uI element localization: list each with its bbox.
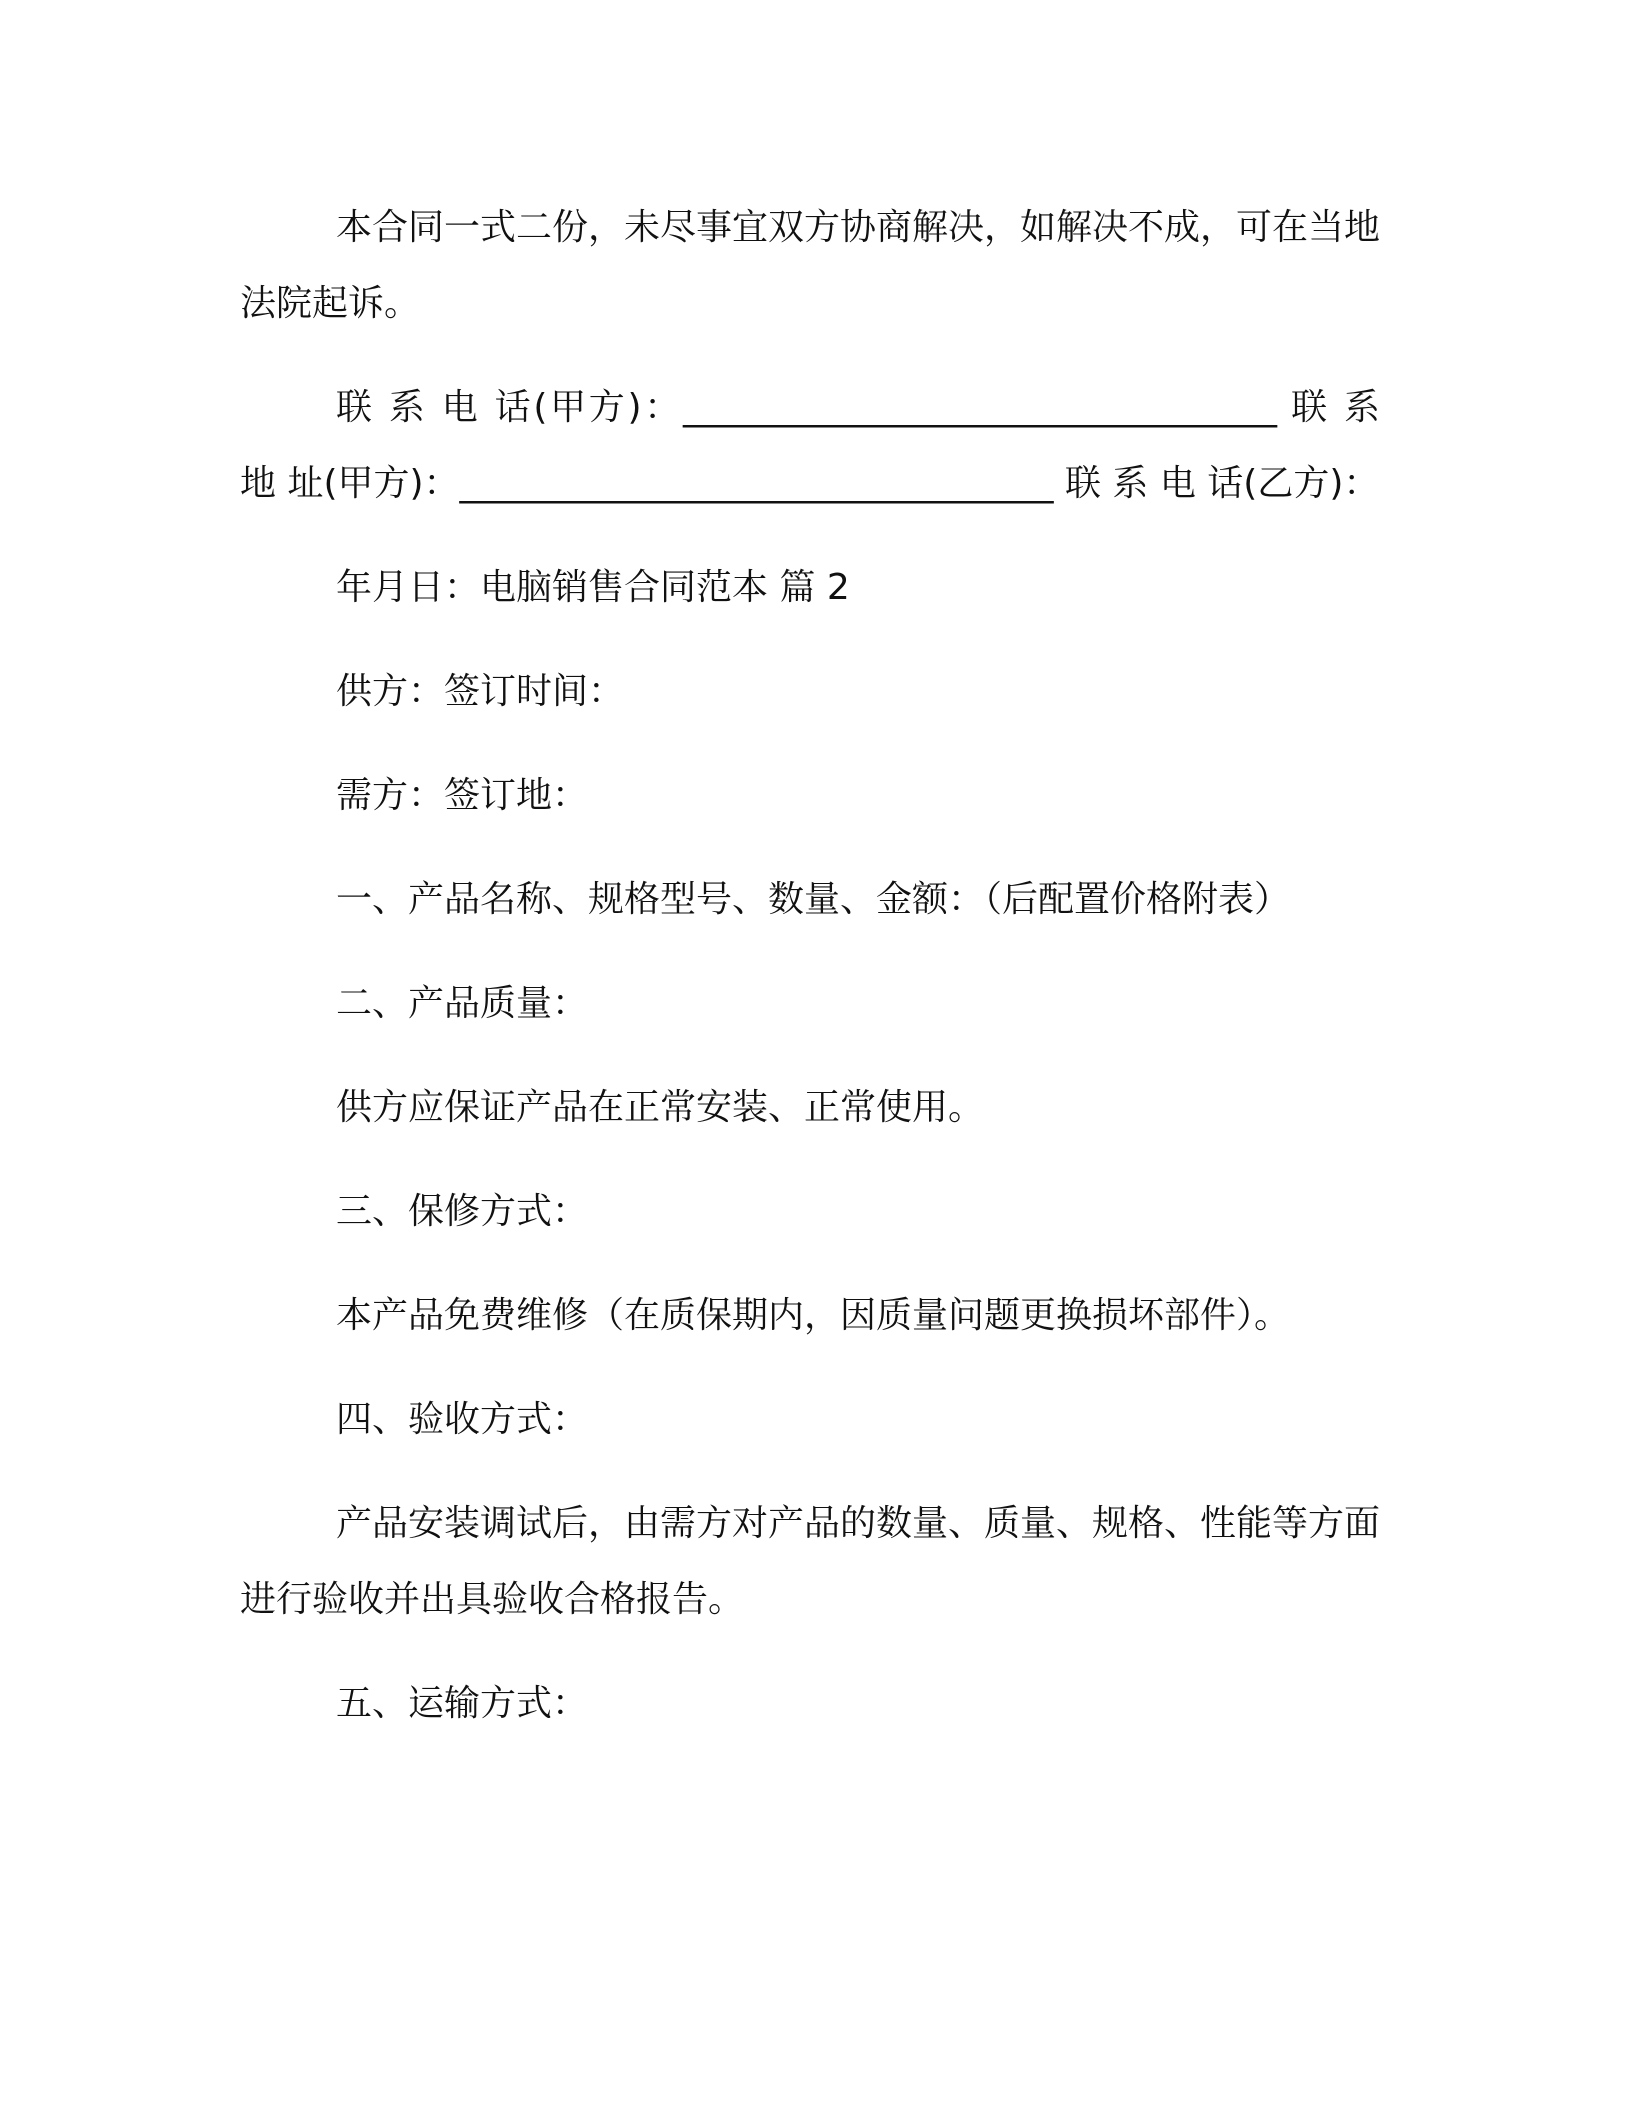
heading-product-quality: 二、产品质量： bbox=[336, 983, 589, 1024]
paragraph-buyer: 需方：签订地： bbox=[336, 775, 589, 816]
document-body bbox=[240, 190, 1380, 1770]
paragraph-acceptance-details: 产品安装调试后，由需方对产品的数量、质量、规格、性能等方面进行验收并出具验收合格报告。 bbox=[240, 1503, 1381, 1620]
heading-acceptance: 四、验收方式： bbox=[336, 1399, 589, 1440]
paragraph-supplier: 供方：签订时间： bbox=[336, 671, 625, 712]
paragraph-date-title: 年月日：电脑销售合同范本 篇 2 bbox=[336, 567, 850, 608]
heading-transport: 五、运输方式： bbox=[336, 1683, 589, 1724]
heading-product-details: 一、产品名称、规格型号、数量、金额：（后配置价格附表） bbox=[336, 879, 1291, 920]
heading-warranty: 三、保修方式： bbox=[336, 1191, 589, 1232]
paragraph-quality-guarantee: 供方应保证产品在正常安装、正常使用。 bbox=[336, 1087, 985, 1128]
paragraph-contact-info: 联 系 电 话(甲方)：_________________________________ 联 系 地 址(甲方)：_________________________________ 联 系 电 话(乙方)： bbox=[240, 387, 1380, 504]
paragraph-warranty-details: 本产品免费维修（在质保期内，因质量问题更换损坏部件）。 bbox=[336, 1295, 1291, 1336]
paragraph-litigation-clause: 本合同一式二份，未尽事宜双方协商解决，如解决不成，可在当地法院起诉。 bbox=[240, 207, 1381, 324]
